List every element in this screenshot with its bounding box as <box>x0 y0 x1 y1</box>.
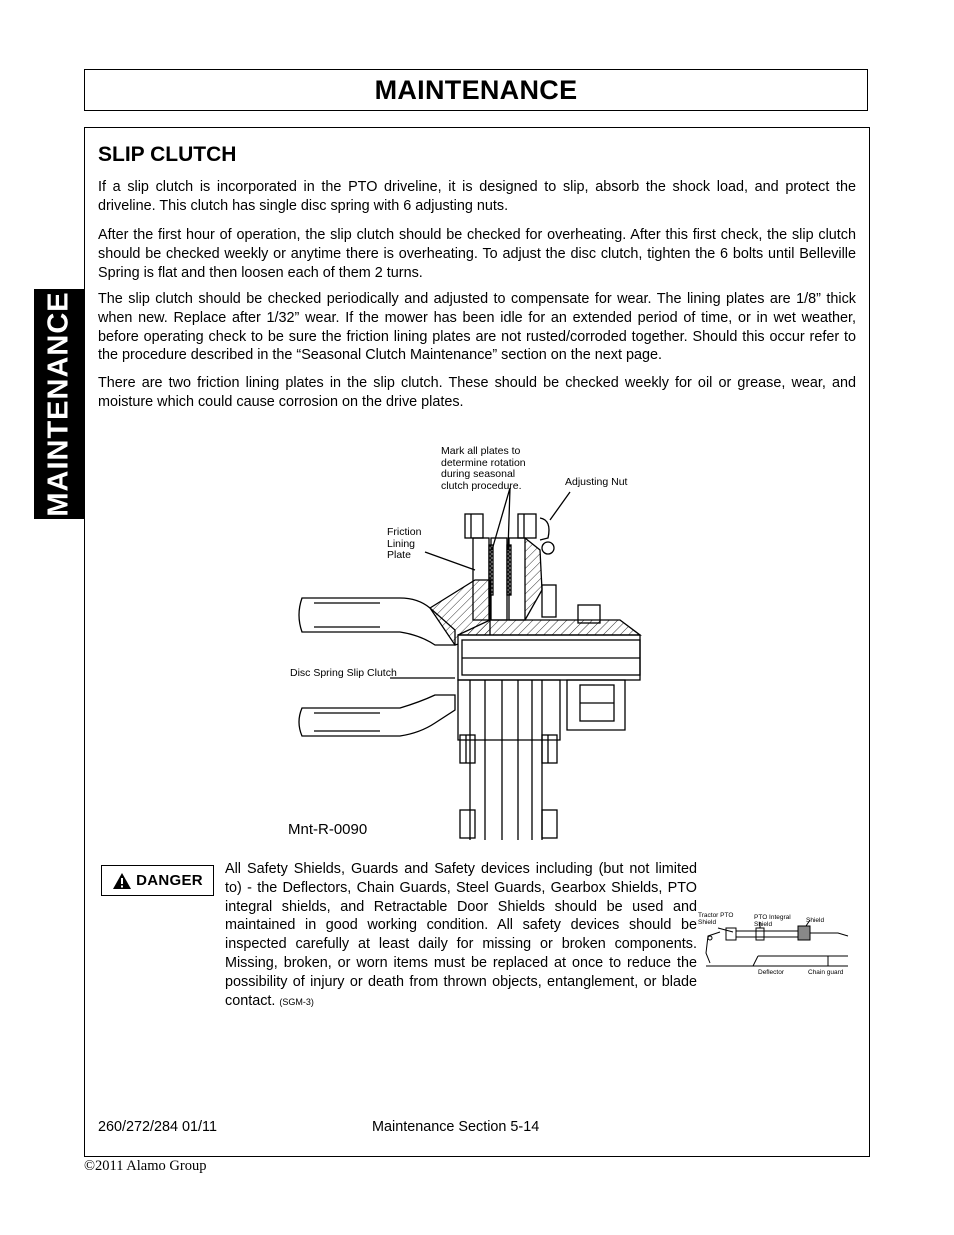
label-pto-integral-shield: PTO Integral Shield <box>754 914 791 928</box>
label-tractor-pto-shield: Tractor PTO Shield <box>698 912 734 926</box>
paragraph-3: The slip clutch should be checked periodically and adjusted to compensate for wear. The lining plates are 1/8” thick when new. Replace after 1/32” wear. If the mower has been idle for an extended period of time, or in wet weather, before operating check to be sure the friction lining plates are not rusted/corroded together. Should this occur refer to the procedure described in the “Seasonal Clutch Maintenance” section on the next page. <box>98 291 856 364</box>
paragraph-1: If a slip clutch is incorporated in the PTO driveline, it is designed to slip, absorb the shock load, and protect the driveline. This clutch has single disc spring with 6 adjusting nuts. <box>98 179 856 214</box>
danger-label: DANGER <box>136 872 203 889</box>
danger-text <box>225 860 697 1011</box>
label-adjusting-nut: Adjusting Nut <box>565 476 628 488</box>
footer-section: Maintenance Section 5-14 <box>372 1119 540 1135</box>
paragraph-2: After the first hour of operation, the slip clutch should be checked for overheating. After this first check, the slip clutch should be checked weekly or anytime there is overheating. To adjust the disc clutch, tighten the 6 bolts until Belleville Spring is flat and then loosen each of them 2 turns. <box>98 227 856 281</box>
label-shield: Shield <box>806 917 825 924</box>
side-tab <box>34 289 84 519</box>
shield-figure <box>698 908 858 983</box>
slip-clutch-drawing <box>280 440 660 840</box>
side-tab-label: MAINTENANCE <box>42 291 75 517</box>
label-chain-guard: Chain guard <box>808 969 844 976</box>
paragraph-4: There are two friction lining plates in the slip clutch. These should be checked weekly for oil or grease, wear, and moisture which could cause corrosion on the drive plates. <box>98 375 856 410</box>
label-mark-plates: Mark all plates to determine rotation during seasonal clutch procedure. <box>441 445 526 492</box>
danger-code: (SGM-3) <box>279 996 314 1007</box>
label-deflector: Deflector <box>758 969 785 976</box>
copyright: ©2011 Alamo Group <box>84 1158 207 1174</box>
danger-body: All Safety Shields, Guards and Safety devices including (but not limited to) - the Deflectors, Chain Guards, Steel Guards, Gearbox Shields, PTO integral shields, and Retractable Door Shields should be used and maintained in good working condition. All safety devices should be inspected carefully at least daily for missing or broken components. Missing, broken, or worn items must be replaced at once to reduce the possibility of injury or death from thrown objects, entanglement, or blade contact. <box>225 861 697 1009</box>
page-title: MAINTENANCE <box>374 74 578 105</box>
danger-badge <box>101 865 214 896</box>
page-header <box>84 69 868 111</box>
label-friction-plate: Friction Lining Plate <box>387 526 422 561</box>
label-disc-spring: Disc Spring Slip Clutch <box>290 667 397 679</box>
warning-triangle-icon <box>112 872 132 890</box>
slip-clutch-figure <box>280 440 660 840</box>
section-title: SLIP CLUTCH <box>98 143 237 166</box>
figure-id: Mnt-R-0090 <box>288 821 368 838</box>
footer-model: 260/272/284 01/11 <box>98 1119 217 1135</box>
